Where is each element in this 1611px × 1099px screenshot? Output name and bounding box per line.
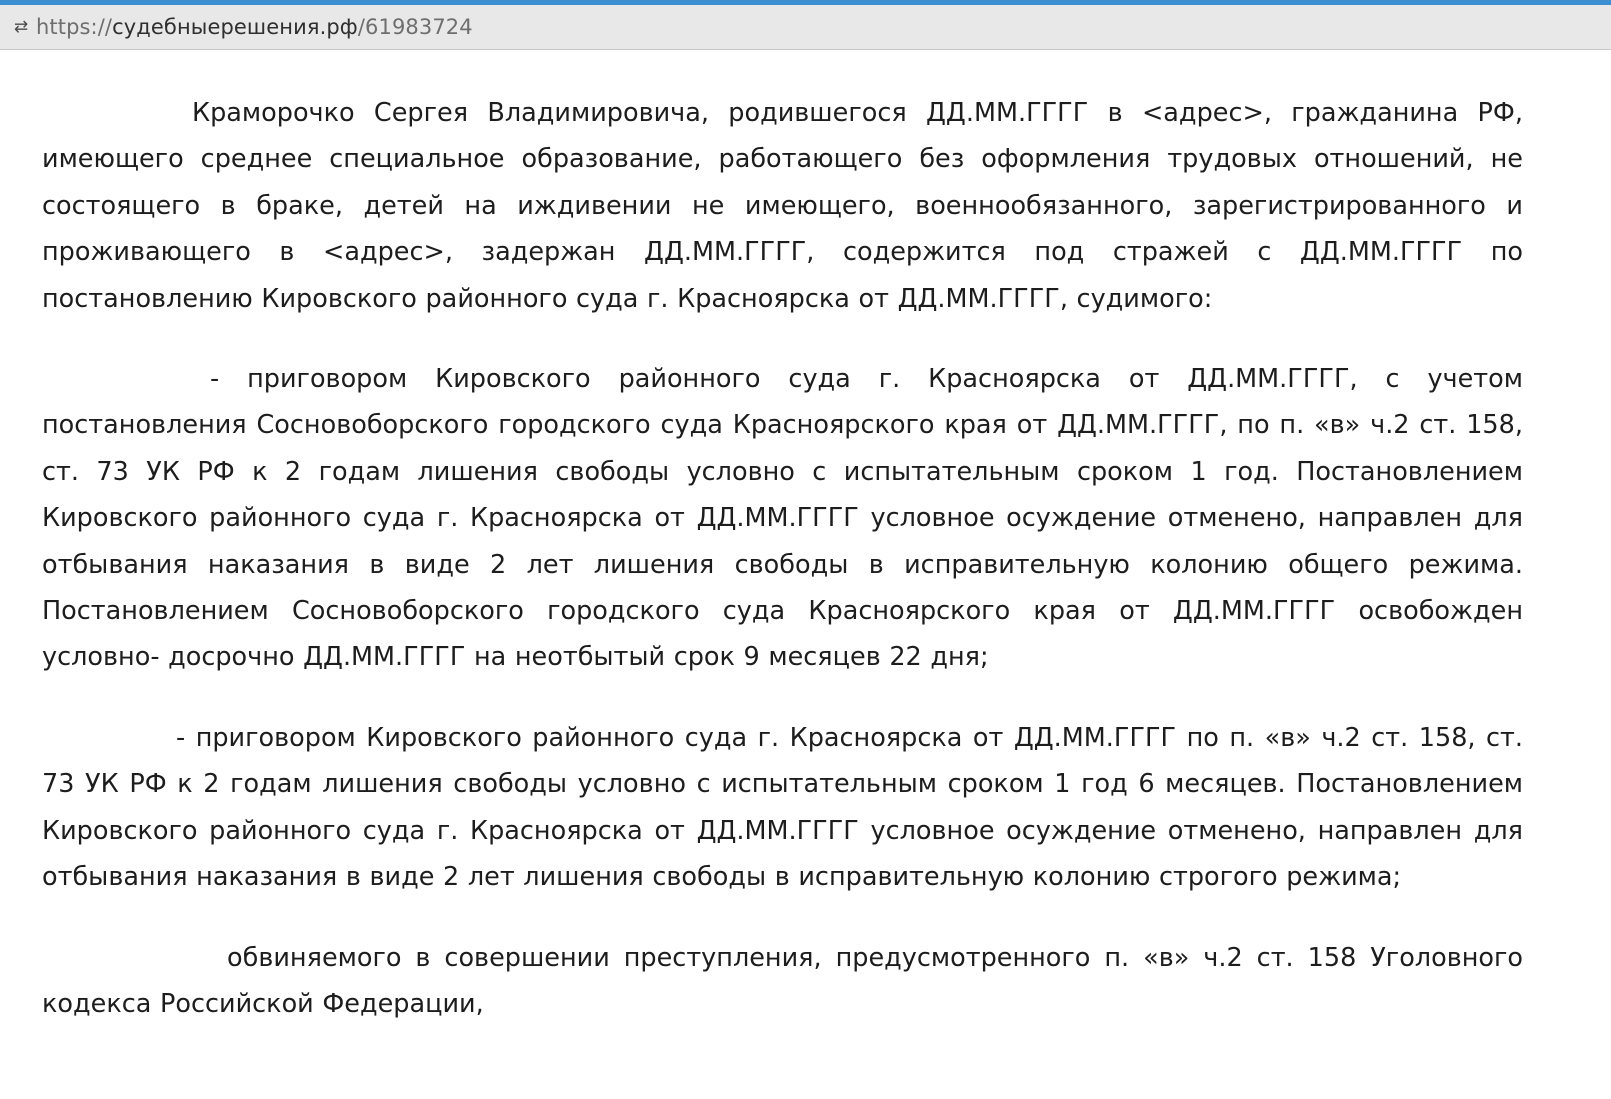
document-content xyxy=(0,52,1611,1099)
url-scheme: https:// xyxy=(36,15,113,39)
url-host: судебныерешения.рф xyxy=(112,15,358,39)
address-bar[interactable] xyxy=(0,5,1611,50)
url-path: /61983724 xyxy=(357,15,473,39)
paragraph-conviction-1: - приговором Кировского районного суда г. Красноярска от ДД.ММ.ГГГГ, с учетом постановления Сосновоборского городского суда Красноярского края от ДД.ММ.ГГГГ, по п. «в» ч.2 ст. 158, ст. 73 УК РФ к 2 годам лишения свободы условно с испытательным сроком 1 год. Постановлением Кировского районного суда г. Красноярска от ДД.ММ.ГГГГ условное осуждение отменено, направлен для отбывания наказания в виде 2 лет лишения свободы в исправительную колонию общего режима. Постановлением Сосновоборского городского суда Красноярского края от ДД.ММ.ГГГГ освобожден условно- досрочно ДД.ММ.ГГГГ на неотбытый срок 9 месяцев 22 дня; xyxy=(42,364,1523,673)
address-bar-url[interactable] xyxy=(36,15,473,39)
paragraph-charge: обвиняемого в совершении преступления, предусмотренного п. «в» ч.2 ст. 158 Уголовного кодекса Российской Федерации, xyxy=(42,942,1523,1019)
paragraph-defendant-details: Краморочко Сергея Владимировича, родившегося ДД.ММ.ГГГГ в <адрес>, гражданина РФ, имеющего среднее специальное образование, работающего без оформления трудовых отношений, не состоящего в браке, детей на иждивении не имеющего, военнообязанного, зарегистрированного и проживающего в <адрес>, задержан ДД.ММ.ГГГГ, содержится под стражей с ДД.ММ.ГГГГ по постановлению Кировского районного суда г. Красноярска от ДД.ММ.ГГГГ, судимого: xyxy=(42,98,1523,314)
paragraph-conviction-2: - приговором Кировского районного суда г. Красноярска от ДД.ММ.ГГГГ по п. «в» ч.2 ст. 158, ст. 73 УК РФ к 2 годам лишения свободы условно с испытательным сроком 1 год 6 месяцев. Постановлением Кировского районного суда г. Красноярска от ДД.ММ.ГГГГ условное осуждение отменено, направлен для отбывания наказания в виде 2 лет лишения свободы в исправительную колонию строгого режима; xyxy=(42,722,1523,893)
link-icon: ⇄ xyxy=(13,16,29,37)
